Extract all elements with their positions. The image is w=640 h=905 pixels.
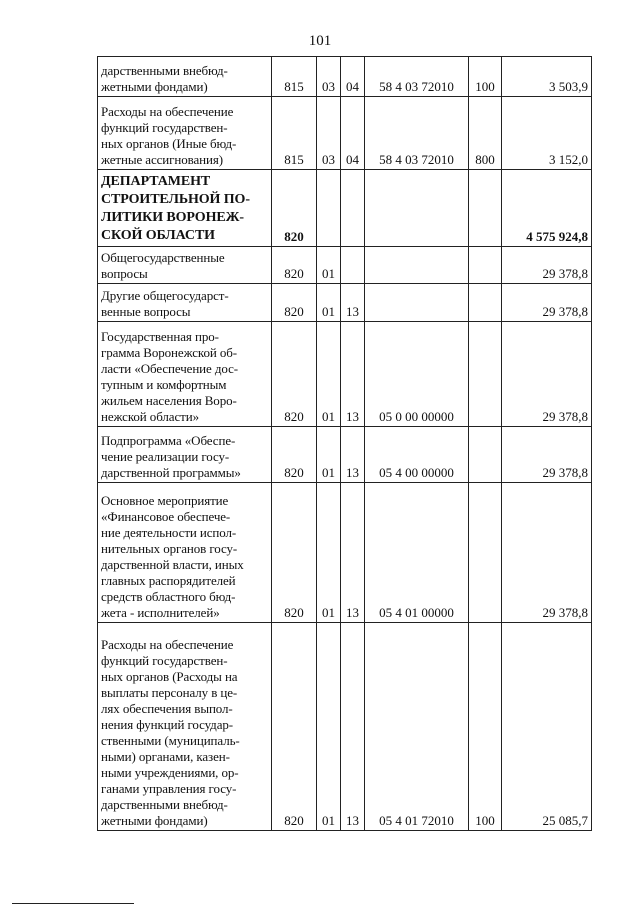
- row-subsection: [341, 247, 365, 284]
- row-ministry: 820: [272, 427, 317, 483]
- row-amount: 29 378,8: [502, 284, 592, 322]
- row-ministry: 820: [272, 284, 317, 322]
- row-target: [365, 247, 469, 284]
- row-section: 01: [317, 247, 341, 284]
- page-number: 101: [308, 33, 332, 49]
- row-ministry: 820: [272, 623, 317, 831]
- table-row: [98, 284, 592, 322]
- row-target: 58 4 03 72010: [365, 97, 469, 170]
- row-section: 01: [317, 623, 341, 831]
- row-subsection: 04: [341, 97, 365, 170]
- row-expense-type: [469, 284, 502, 322]
- row-amount: 4 575 924,8: [502, 170, 592, 247]
- row-amount: 29 378,8: [502, 247, 592, 284]
- row-name: Государственная про- грамма Воронежской об- ласти «Обеспечение дос- тупным и комфортным жильем населения Воро- нежской области»: [98, 322, 272, 427]
- row-target: 05 4 00 00000: [365, 427, 469, 483]
- row-amount: 25 085,7: [502, 623, 592, 831]
- row-name: Общегосударственные вопросы: [98, 247, 272, 284]
- table-row: [98, 170, 592, 247]
- row-section: 01: [317, 427, 341, 483]
- row-section: 01: [317, 483, 341, 623]
- row-target: [365, 284, 469, 322]
- row-subsection: 13: [341, 483, 365, 623]
- table-row: [98, 57, 592, 97]
- row-subsection: [341, 170, 365, 247]
- row-amount: 29 378,8: [502, 427, 592, 483]
- row-section: 01: [317, 284, 341, 322]
- row-expense-type: 100: [469, 623, 502, 831]
- row-name: ДЕПАРТАМЕНТ СТРОИТЕЛЬНОЙ ПО- ЛИТИКИ ВОРОНЕЖ- СКОЙ ОБЛАСТИ: [98, 170, 272, 247]
- row-expense-type: [469, 247, 502, 284]
- row-name: Основное мероприятие «Финансовое обеспече- ние деятельности испол- нительных органов госу- дарственной власти, иных главных распорядителей средств областного бюд- жета - исполнителей»: [98, 483, 272, 623]
- row-subsection: 13: [341, 322, 365, 427]
- row-ministry: 815: [272, 57, 317, 97]
- table-row: [98, 322, 592, 427]
- row-target: 58 4 03 72010: [365, 57, 469, 97]
- row-section: [317, 170, 341, 247]
- row-expense-type: [469, 483, 502, 623]
- row-subsection: 13: [341, 427, 365, 483]
- row-name: Расходы на обеспечение функций государствен- ных органов (Иные бюд- жетные ассигнования): [98, 97, 272, 170]
- row-amount: 3 503,9: [502, 57, 592, 97]
- row-target: 05 4 01 72010: [365, 623, 469, 831]
- table-row: [98, 483, 592, 623]
- row-expense-type: [469, 427, 502, 483]
- row-expense-type: 100: [469, 57, 502, 97]
- row-expense-type: 800: [469, 97, 502, 170]
- row-ministry: 820: [272, 247, 317, 284]
- row-expense-type: [469, 170, 502, 247]
- row-ministry: 815: [272, 97, 317, 170]
- table-row: [98, 427, 592, 483]
- table-row: [98, 623, 592, 831]
- row-subsection: 13: [341, 623, 365, 831]
- row-amount: 29 378,8: [502, 322, 592, 427]
- row-amount: 3 152,0: [502, 97, 592, 170]
- row-subsection: 13: [341, 284, 365, 322]
- row-name: Расходы на обеспечение функций государствен- ных органов (Расходы на выплаты персоналу в це- лях обеспечения выпол- нения функций государ- ственными (муниципаль- ными) органами, казен- ными учреждениями, ор- ганами управления госу- дарственными внебюд- жетными фондами): [98, 623, 272, 831]
- footnote-separator: [12, 903, 134, 904]
- row-target: [365, 170, 469, 247]
- row-section: 03: [317, 97, 341, 170]
- row-name: дарственными внебюд- жетными фондами): [98, 57, 272, 97]
- row-name: Подпрограмма «Обеспе- чение реализации госу- дарственной программы»: [98, 427, 272, 483]
- row-ministry: 820: [272, 322, 317, 427]
- budget-table: [97, 56, 592, 831]
- row-ministry: 820: [272, 170, 317, 247]
- row-name: Другие общегосударст- венные вопросы: [98, 284, 272, 322]
- row-target: 05 4 01 00000: [365, 483, 469, 623]
- row-section: 01: [317, 322, 341, 427]
- row-expense-type: [469, 322, 502, 427]
- row-subsection: 04: [341, 57, 365, 97]
- row-section: 03: [317, 57, 341, 97]
- table-row: [98, 247, 592, 284]
- row-amount: 29 378,8: [502, 483, 592, 623]
- row-ministry: 820: [272, 483, 317, 623]
- table-row: [98, 97, 592, 170]
- row-target: 05 0 00 00000: [365, 322, 469, 427]
